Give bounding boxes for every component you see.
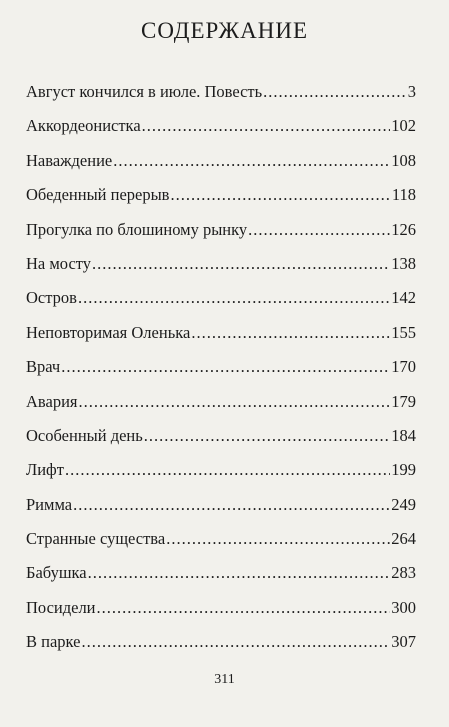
dot-leader [248,220,390,240]
toc-entry [26,632,416,666]
toc-entry-title: Остров [26,288,77,308]
toc-entry-title: Врач [26,357,61,377]
toc-entry [26,495,416,529]
toc-entry-page: 102 [391,116,416,136]
toc-entry-title: Прогулка по блошиному рынку [26,219,248,239]
toc-entry-title: Август кончился в июле. Повесть [26,82,263,101]
toc-entry-page: 126 [391,219,416,239]
dot-leader [88,563,391,583]
dot-leader [113,151,390,171]
toc-entry [26,357,416,391]
toc-entry [26,220,416,254]
toc-entry [26,82,416,116]
toc-entry [26,426,416,460]
dot-leader [97,598,391,618]
dot-leader [170,185,390,205]
toc-entry-page: 3 [407,82,416,101]
toc-entry-page: 307 [391,632,416,652]
toc-entry-title: Посидели [26,597,96,617]
toc-entry-title: Аккордеонистка [26,116,141,136]
dot-leader [92,254,390,274]
toc-entry [26,116,416,150]
dot-leader [166,529,390,549]
toc-entry-page: 108 [391,150,416,170]
toc-entry-page: 170 [391,357,416,377]
dot-leader [65,460,390,480]
toc-entry-page: 155 [391,322,416,342]
dot-leader [81,632,390,652]
toc-entry-title: Лифт [26,460,64,480]
toc-entry [26,529,416,563]
page-number: 311 [214,672,235,687]
table-of-contents [26,82,416,667]
dot-leader [61,357,390,377]
toc-entry-page: 249 [391,494,416,514]
toc-entry [26,598,416,632]
toc-entry [26,254,416,288]
toc-entry [26,151,416,185]
toc-entry [26,185,416,219]
dot-leader [73,495,390,515]
dot-leader [78,392,390,412]
toc-entry-page: 300 [391,597,416,617]
page-title: СОДЕРЖАНИЕ [140,18,308,43]
toc-entry-page: 184 [391,425,416,445]
toc-entry-page: 179 [391,391,416,411]
toc-entry [26,460,416,494]
toc-entry-page: 199 [391,460,416,480]
toc-entry-title: Неповторимая Оленька [26,322,191,342]
toc-entry-page: 138 [391,253,416,273]
toc-entry-page: 264 [391,529,416,549]
dot-leader [78,288,390,308]
toc-entry-title: В парке [26,632,81,652]
toc-entry [26,288,416,322]
toc-entry-title: Авария [26,391,78,411]
toc-entry [26,392,416,426]
toc-entry-title: Особенный день [26,425,143,445]
dot-leader [263,82,407,102]
dot-leader [142,116,391,136]
toc-entry-title: Наваждение [26,150,113,170]
toc-entry-title: Бабушка [26,563,87,583]
toc-entry [26,563,416,597]
toc-entry-title: Странные существа [26,529,166,549]
toc-entry-title: Римма [26,494,73,514]
dot-leader [144,426,390,446]
toc-entry-title: Обеденный перерыв [26,185,170,205]
toc-entry [26,323,416,357]
dot-leader [191,323,390,343]
toc-entry-page: 283 [391,563,416,583]
toc-entry-page: 142 [391,288,416,308]
toc-entry-page: 118 [391,185,416,205]
toc-entry-title: На мосту [26,253,92,273]
